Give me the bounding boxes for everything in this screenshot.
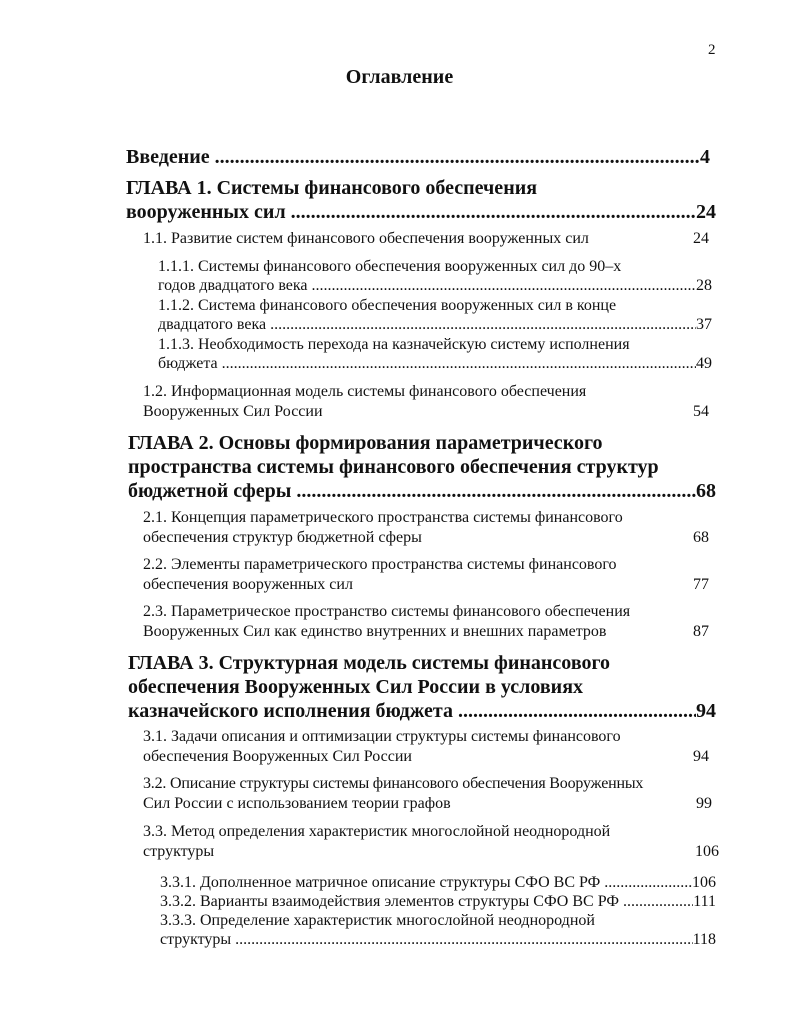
toc-3-3-line2: структуры xyxy=(143,843,215,860)
toc-entry-3-3[interactable] xyxy=(143,822,719,862)
toc-entry-1-1-1[interactable] xyxy=(158,257,712,295)
toc-2-2-page: 77 xyxy=(693,576,709,593)
toc-1-1-2-line1: 1.1.2. Система финансового обеспечения вооруженных сил в конце xyxy=(158,297,617,314)
toc-intro-page: 4 xyxy=(700,146,710,168)
page-number: 2 xyxy=(708,42,716,58)
toc-3-3-2-page: 111 xyxy=(693,893,716,910)
toc-ch2-line3: бюджетной сферы ..... xyxy=(128,479,696,503)
toc-1-1-text: 1.1. Развитие систем финансового обеспечения вооруженных сил xyxy=(143,230,589,247)
toc-3-3-3-line1: 3.3.3. Определение характеристик многослойной неоднородной xyxy=(160,912,595,929)
toc-ch3-line1: ГЛАВА 3. Структурная модель системы финансового xyxy=(128,652,611,674)
toc-entry-3-3-3[interactable] xyxy=(160,911,716,949)
toc-3-1-page: 94 xyxy=(693,748,709,765)
toc-1-1-3-line1: 1.1.3. Необходимость перехода на казначейскую систему исполнения xyxy=(158,336,630,353)
toc-entry-3-3-1[interactable] xyxy=(160,873,716,892)
toc-intro-text: Введение ..... xyxy=(126,145,700,169)
toc-1-2-line2: Вооруженных Сил России xyxy=(143,403,323,420)
toc-entry-3-2[interactable] xyxy=(143,774,720,814)
toc-entry-1-2[interactable] xyxy=(143,382,709,422)
toc-2-2-line2: обеспечения вооруженных сил xyxy=(143,576,353,593)
toc-entry-3-3-2[interactable] xyxy=(160,892,716,911)
toc-ch2-page: 68 xyxy=(696,480,716,502)
toc-ch1-page: 24 xyxy=(696,201,716,223)
toc-ch1-line1: ГЛАВА 1. Системы финансового обеспечения xyxy=(126,177,538,199)
toc-entry-3-1[interactable] xyxy=(143,727,709,767)
toc-3-3-1-page: 106 xyxy=(692,874,716,891)
toc-2-1-line1: 2.1. Концепция параметрического пространства системы финансового xyxy=(143,509,623,526)
toc-2-3-page: 87 xyxy=(693,623,709,640)
toc-1-1-2-line2: двадцатого века ..... xyxy=(158,315,696,334)
toc-2-2-line1: 2.2. Элементы параметрического пространства системы финансового xyxy=(143,556,617,573)
toc-2-3-line2: Вооруженных Сил как единство внутренних и внешних параметров xyxy=(143,623,607,640)
toc-ch3-line2: обеспечения Вооруженных Сил России в условиях xyxy=(128,676,584,698)
toc-2-1-line2: обеспечения структур бюджетной сферы xyxy=(143,529,422,546)
toc-entry-chapter-2[interactable] xyxy=(128,431,716,503)
toc-1-1-1-line2: годов двадцатого века ..... xyxy=(158,276,696,295)
toc-1-1-1-line1: 1.1.1. Системы финансового обеспечения вооруженных сил до 90–х xyxy=(158,258,622,275)
toc-entry-1-1-3[interactable] xyxy=(158,335,712,373)
toc-entry-chapter-3[interactable] xyxy=(128,651,716,723)
toc-title: Оглавление xyxy=(345,66,454,88)
toc-entry-1-1[interactable] xyxy=(143,229,709,249)
toc-3-3-1-text: 3.3.1. Дополненное матричное описание структуры СФО ВС РФ ..... xyxy=(160,873,692,892)
toc-entry-2-2[interactable] xyxy=(143,555,709,595)
toc-3-3-line1: 3.3. Метод определения характеристик многослойной неоднородной xyxy=(143,823,611,840)
toc-1-1-page: 24 xyxy=(693,230,709,247)
toc-3-3-3-line2: структуры ..... xyxy=(160,930,693,949)
toc-1-2-page: 54 xyxy=(693,403,709,420)
toc-1-1-1-page: 28 xyxy=(696,277,712,294)
toc-ch2-line1: ГЛАВА 2. Основы формирования параметрического xyxy=(128,432,603,454)
toc-ch2-line2: пространства системы финансового обеспечения структур xyxy=(128,456,659,478)
toc-1-1-3-page: 49 xyxy=(696,355,712,372)
toc-3-2-page: 99 xyxy=(696,795,712,812)
toc-3-3-2-text: 3.3.2. Варианты взаимодействия элементов структуры СФО ВС РФ ..... xyxy=(160,892,693,911)
toc-3-1-line2: обеспечения Вооруженных Сил России xyxy=(143,748,412,765)
toc-entry-1-1-2[interactable] xyxy=(158,296,712,334)
toc-3-2-line1: 3.2. Описание структуры системы финансового обеспечения Вооруженных xyxy=(143,775,644,792)
toc-ch1-line2: вооруженных сил ..... xyxy=(126,200,696,224)
toc-entry-chapter-1[interactable] xyxy=(126,176,716,224)
toc-3-2-line2: Сил России с использованием теории графов xyxy=(143,795,451,812)
toc-3-1-line1: 3.1. Задачи описания и оптимизации структуры системы финансового xyxy=(143,728,621,745)
toc-3-3-page: 106 xyxy=(695,843,719,860)
toc-entry-2-1[interactable] xyxy=(143,508,709,548)
toc-1-1-2-page: 37 xyxy=(696,316,712,333)
toc-ch3-page: 94 xyxy=(696,700,716,722)
toc-2-1-page: 68 xyxy=(693,529,709,546)
toc-entry-intro[interactable] xyxy=(126,145,710,169)
toc-3-3-3-page: 118 xyxy=(692,931,716,948)
toc-entry-2-3[interactable] xyxy=(143,602,709,642)
toc-1-2-line1: 1.2. Информационная модель системы финансового обеспечения xyxy=(143,383,587,400)
toc-2-3-line1: 2.3. Параметрическое пространство системы финансового обеспечения xyxy=(143,603,631,620)
toc-1-1-3-line2: бюджета ..... xyxy=(158,354,696,373)
toc-ch3-line3: казначейского исполнения бюджета ..... xyxy=(128,699,696,723)
